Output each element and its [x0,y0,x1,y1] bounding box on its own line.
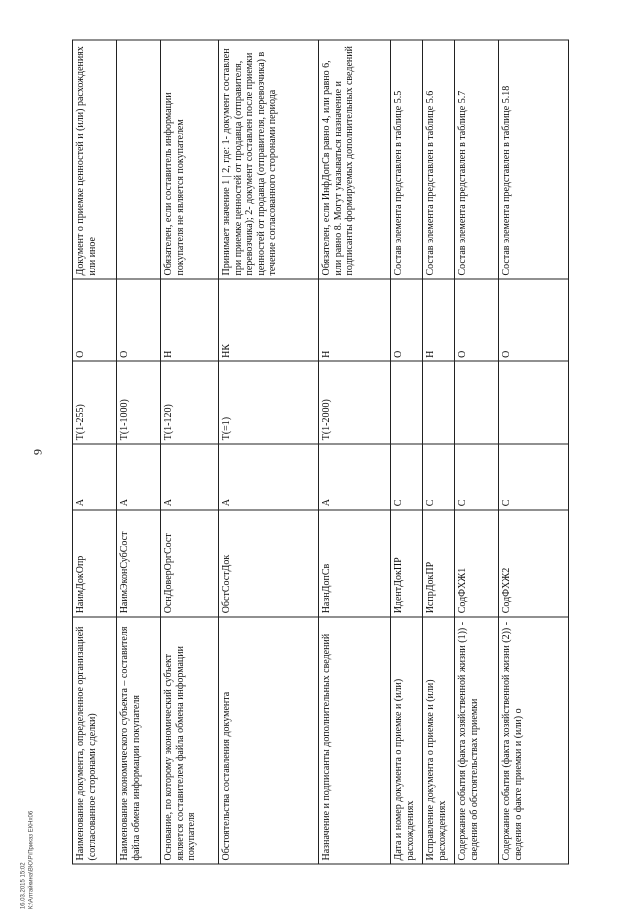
rotated-table-container [72,40,568,865]
element-code-cell: НазнДопСв [319,510,391,617]
page-number: 9 [30,449,45,455]
element-type-cell: А [161,444,219,510]
element-note-cell: Документ о приемке ценностей и (или) расхождениях или иное [73,40,117,279]
element-type-cell: А [117,444,161,510]
footer-path: К:\Алтайкина\ВЮ\Р\Приказ ЕКНх06 [29,810,35,909]
element-code-cell: СодФХЖ2 [499,510,569,617]
element-code-cell: ИспрДокПР [423,510,455,617]
element-name-cell: Наименование документа, определенное организацией (согласованное сторонами сделки) [73,617,117,864]
element-required-cell: О [73,279,117,361]
element-type-cell: С [499,444,569,510]
element-note-cell: Состав элемента представлен в таблице 5.5 [391,40,423,279]
element-type-cell: С [423,444,455,510]
element-code-cell: ОснДоверОргСост [161,510,219,617]
element-name-cell: Назначение и подписанты дополнительных сведений [319,617,391,864]
element-name-cell: Основание, по которому экономический субъект является составителем файла обмена информации покупателя [161,617,219,864]
element-required-cell: Н [161,279,219,361]
element-type-cell: А [219,444,319,510]
element-type-cell: С [455,444,499,510]
footer-timestamp: 16.03.2015 15:02 [20,862,27,909]
element-name-cell: Обстоятельства составления документа [219,617,319,864]
element-code-cell: ИдентДокПР [391,510,423,617]
element-required-cell: Н [319,279,391,361]
table-row [423,40,455,864]
element-format-cell [499,361,569,443]
table-row [73,40,117,864]
element-format-cell [455,361,499,443]
element-name-cell: Дата и номер документа о приемке и (или) расхождениях [391,617,423,864]
element-required-cell: О [391,279,423,361]
table-row [455,40,499,864]
element-format-cell: Т(1-1000) [117,361,161,443]
element-code-cell: НаимЭконСубСост [117,510,161,617]
element-name-cell: Исправление документа о приемке и (или) расхождениях [423,617,455,864]
requirements-table [72,40,569,865]
element-format-cell: Т(1-255) [73,361,117,443]
element-required-cell: НК [219,279,319,361]
element-code-cell: ОбстСостДок [219,510,319,617]
element-format-cell: Т(1-2000) [319,361,391,443]
element-format-cell: Т(=1) [219,361,319,443]
element-type-cell: С [391,444,423,510]
element-note-cell: Обязателен, если ИнфДопСв равно 4, или равно 6, или равно 8. Могут указываться назначение и подписанты формируемых дополнительных сведений [319,40,391,279]
element-name-cell: Содержание события (факта хозяйственной жизни (2)) - сведения о факте приемки и (или) о [499,617,569,864]
element-required-cell: О [117,279,161,361]
table-row [161,40,219,864]
element-name-cell: Наименование экономического субъекта – составителя файла обмена информации покупателя [117,617,161,864]
table-row [391,40,423,864]
table-row [499,40,569,864]
element-code-cell: СодФХЖ1 [455,510,499,617]
element-required-cell: О [499,279,569,361]
element-type-cell: А [319,444,391,510]
element-note-cell: Состав элемента представлен в таблице 5.6 [423,40,455,279]
element-note-cell: Обязателен, если составитель информации покупателя не является покупателем [161,40,219,279]
table-row [219,40,319,864]
element-note-cell [117,40,161,279]
table-row [319,40,391,864]
element-note-cell: Состав элемента представлен в таблице 5.18 [499,40,569,279]
document-footer [20,811,37,909]
element-note-cell: Принимает значение 1 | 2, где: 1- документ составлен при приемке ценностей от продавца (отправителя, перевозчика); 2- документ составлен после приемки ценностей от продавца (отправителя, перевозчика) в течение согласованного сторонами периода [219,40,319,279]
element-format-cell: Т(1-120) [161,361,219,443]
element-format-cell [423,361,455,443]
element-required-cell: Н [423,279,455,361]
element-name-cell: Содержание события (факта хозяйственной жизни (1)) - сведения об обстоятельствах приемки [455,617,499,864]
element-type-cell: А [73,444,117,510]
element-code-cell: НаимДокОпр [73,510,117,617]
element-format-cell [391,361,423,443]
element-note-cell: Состав элемента представлен в таблице 5.7 [455,40,499,279]
element-required-cell: О [455,279,499,361]
table-row [117,40,161,864]
